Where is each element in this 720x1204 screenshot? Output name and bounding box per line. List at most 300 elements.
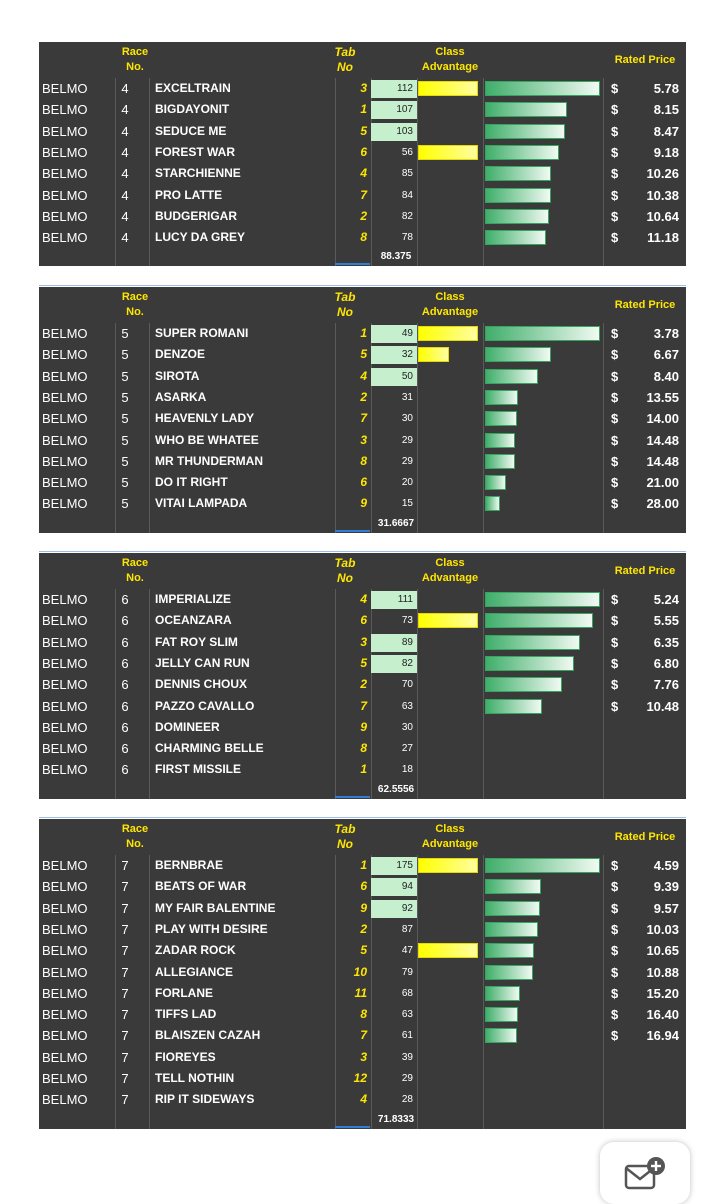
horse-name: FIOREYES	[155, 1049, 216, 1064]
horse-name: DO IT RIGHT	[155, 475, 228, 490]
header-class-label: Class	[435, 291, 465, 303]
average-rating: 31.6667	[377, 517, 415, 529]
rated-price-bar	[485, 145, 559, 160]
header-advantage-label: Advantage	[421, 838, 479, 850]
class-advantage-bar	[418, 326, 478, 341]
header-class-advantage	[415, 45, 485, 75]
rated-price-bar	[485, 922, 538, 937]
race-number: 5	[121, 326, 129, 341]
average-underline	[335, 263, 370, 265]
rated-price: 10.26	[646, 166, 679, 182]
venue: BELMO	[42, 187, 88, 203]
table-row	[39, 759, 686, 780]
rated-price-bar	[485, 656, 574, 671]
currency-symbol: $	[611, 166, 619, 182]
rated-price: 16.94	[646, 1028, 679, 1044]
tab-number: 1	[360, 326, 367, 340]
rating-value	[371, 163, 415, 184]
rating-value	[371, 1004, 415, 1025]
tab-number: 6	[360, 475, 367, 490]
table-row	[39, 962, 686, 983]
rating-value-text: 15	[401, 498, 413, 510]
rated-price: 13.55	[646, 389, 679, 405]
rating-value-text: 27	[401, 743, 413, 755]
race-section-3	[39, 553, 686, 799]
currency-symbol: $	[611, 208, 619, 224]
header-class-advantage	[415, 290, 485, 320]
rating-value	[371, 1089, 415, 1110]
horse-name: BLAISZEN CAZAH	[155, 1028, 261, 1043]
tab-number: 5	[360, 943, 367, 958]
table-row	[39, 78, 686, 99]
tab-number: 7	[360, 187, 367, 202]
race-number: 7	[121, 858, 129, 873]
rating-value	[371, 185, 415, 206]
table-row	[39, 589, 686, 610]
horse-name: STARCHIENNE	[155, 166, 241, 181]
horse-name: PLAY WITH DESIRE	[155, 921, 268, 936]
venue: BELMO	[42, 943, 88, 959]
race-number: 4	[121, 81, 129, 96]
tab-number: 12	[353, 1071, 367, 1085]
currency-symbol: $	[611, 613, 619, 629]
section-separator	[39, 817, 686, 818]
header-race-label: Race	[121, 823, 149, 835]
rating-value	[371, 408, 415, 429]
race-number: 6	[121, 634, 129, 650]
rated-price-bar	[485, 1028, 517, 1043]
header-race	[111, 290, 159, 320]
class-advantage-bar	[418, 858, 478, 873]
race-number: 5	[121, 389, 129, 405]
rating-value-text: 94	[401, 881, 413, 893]
rating-value-text: 107	[396, 104, 413, 116]
race-number: 6	[121, 677, 129, 693]
new-message-button[interactable]	[600, 1142, 690, 1204]
currency-symbol: $	[611, 943, 619, 959]
venue: BELMO	[42, 496, 88, 512]
tab-number: 3	[360, 81, 367, 95]
venue: BELMO	[42, 964, 88, 980]
header-class-advantage	[415, 822, 485, 852]
rating-value-text: 79	[401, 966, 413, 978]
horse-name: WHO BE WHATEE	[155, 432, 259, 447]
rated-price-bar	[485, 166, 551, 181]
race-number: 5	[121, 475, 129, 491]
venue: BELMO	[42, 1028, 88, 1044]
race-number: 5	[121, 368, 129, 384]
table-row	[39, 1004, 686, 1025]
class-advantage-bar	[418, 347, 449, 362]
rating-value-text: 68	[401, 987, 413, 999]
horse-name: BIGDAYONIT	[155, 102, 230, 117]
currency-symbol: $	[611, 102, 619, 118]
rating-value	[371, 610, 415, 631]
rating-value	[371, 898, 415, 919]
rating-value	[371, 430, 415, 451]
currency-symbol: $	[611, 900, 619, 916]
section-separator	[39, 285, 686, 286]
rating-value	[371, 121, 415, 142]
tab-number: 7	[360, 411, 367, 426]
horse-name: ALLEGIANCE	[155, 964, 233, 979]
tab-number: 10	[353, 964, 367, 979]
horse-name: FORLANE	[155, 985, 213, 1000]
table-row	[39, 430, 686, 451]
header-tab	[331, 822, 359, 852]
race-number: 7	[121, 985, 129, 1001]
currency-symbol: $	[611, 921, 619, 937]
rating-value	[371, 919, 415, 940]
rated-price-bar	[485, 411, 517, 426]
table-row	[39, 717, 686, 738]
table-row	[39, 653, 686, 674]
tab-number: 9	[360, 900, 367, 915]
venue: BELMO	[42, 879, 88, 895]
rating-value	[371, 738, 415, 759]
tab-number: 1	[360, 762, 367, 777]
rated-price-bar	[485, 209, 549, 224]
rated-price-bar	[485, 858, 600, 873]
venue: BELMO	[42, 144, 88, 160]
rating-value-text: 111	[397, 594, 413, 605]
currency-symbol: $	[611, 347, 619, 363]
rating-value-text: 20	[401, 477, 413, 489]
header-tabno-label: No	[337, 837, 353, 851]
header-rated-price: Rated Price	[614, 831, 676, 843]
tab-number: 4	[360, 592, 367, 606]
table-row	[39, 738, 686, 759]
table-row	[39, 227, 686, 248]
average-rating: 62.5556	[377, 783, 415, 795]
horse-name: DENZOE	[155, 347, 206, 362]
average-rating: 71.8333	[377, 1113, 415, 1125]
rated-price	[629, 759, 679, 780]
race-number: 5	[121, 347, 129, 363]
race-number: 6	[121, 719, 129, 735]
currency-symbol: $	[611, 123, 619, 139]
venue: BELMO	[42, 985, 88, 1001]
venue: BELMO	[42, 1092, 88, 1108]
header-class-label: Class	[435, 823, 465, 835]
tab-number: 8	[360, 453, 367, 468]
rating-value-text: 78	[401, 232, 413, 244]
header-tabno-label: No	[337, 305, 353, 319]
race-number: 7	[121, 1049, 129, 1065]
table-header	[39, 42, 686, 78]
horse-name: OCEANZARA	[155, 613, 232, 628]
rating-value	[371, 759, 415, 780]
rated-price: 14.00	[646, 411, 679, 427]
tab-number: 2	[360, 677, 367, 692]
tab-number: 8	[360, 1007, 367, 1022]
race-number: 7	[121, 1071, 129, 1086]
rating-value-text: 61	[401, 1030, 413, 1042]
rated-price-bar	[485, 901, 540, 916]
tab-number: 6	[360, 613, 367, 628]
horse-name: VITAI LAMPADA	[155, 496, 248, 511]
table-row	[39, 898, 686, 919]
header-advantage-label: Advantage	[421, 572, 479, 584]
race-section-2	[39, 287, 686, 533]
header-tab	[331, 556, 359, 586]
rating-value-text: 84	[401, 189, 413, 201]
venue: BELMO	[42, 208, 88, 224]
rated-price-bar	[485, 986, 520, 1001]
horse-name: FIRST MISSILE	[155, 762, 242, 777]
race-number: 6	[121, 592, 129, 607]
rating-value	[371, 99, 415, 120]
race-number: 7	[121, 1028, 129, 1044]
currency-symbol: $	[611, 1007, 619, 1023]
tab-number: 8	[360, 741, 367, 756]
currency-symbol: $	[611, 655, 619, 671]
race-number: 4	[121, 102, 129, 118]
horse-name: DENNIS CHOUX	[155, 677, 248, 692]
tab-number: 3	[360, 432, 367, 447]
tab-number: 4	[360, 166, 367, 181]
rating-value-text: 29	[401, 455, 413, 467]
tab-number: 1	[360, 858, 367, 872]
venue: BELMO	[42, 762, 88, 778]
horse-name: SUPER ROMANI	[155, 326, 249, 340]
rating-value	[371, 674, 415, 695]
rated-price: 16.40	[646, 1007, 679, 1023]
currency-symbol: $	[611, 698, 619, 714]
rated-price: 21.00	[646, 475, 679, 491]
tab-number: 5	[360, 123, 367, 138]
rating-value-text: 47	[401, 945, 413, 957]
table-header	[39, 819, 686, 855]
race-number: 7	[121, 900, 129, 916]
rating-value-text: 18	[401, 764, 413, 776]
venue: BELMO	[42, 1071, 88, 1086]
table-row	[39, 1089, 686, 1110]
horse-name: JELLY CAN RUN	[155, 655, 250, 670]
race-number: 7	[121, 921, 129, 937]
rating-value	[371, 227, 415, 248]
section-separator	[39, 551, 686, 552]
horse-name: EXCELTRAIN	[155, 81, 231, 95]
tab-number: 7	[360, 1028, 367, 1043]
rated-price-bar	[485, 124, 565, 139]
rated-price: 11.18	[647, 230, 679, 246]
rating-value-text: 73	[401, 615, 413, 627]
tab-number: 2	[360, 389, 367, 404]
race-number: 4	[121, 187, 129, 203]
race-number: 7	[121, 1007, 129, 1023]
tab-number: 2	[360, 921, 367, 936]
currency-symbol: $	[611, 592, 619, 607]
rating-value	[371, 142, 415, 163]
rated-price-bar	[485, 496, 500, 511]
tab-number: 4	[360, 1092, 367, 1107]
rating-value-text: 92	[401, 902, 413, 914]
rated-price-bar	[485, 230, 546, 245]
table-row	[39, 1047, 686, 1068]
header-class-advantage	[415, 556, 485, 586]
horse-name: LUCY DA GREY	[155, 230, 246, 245]
rated-price-bar	[485, 699, 542, 714]
header-tab-label: Tab	[334, 556, 356, 570]
tab-number: 9	[360, 496, 367, 511]
rated-price-bar	[485, 369, 538, 384]
header-race	[111, 556, 159, 586]
rated-price-bar	[485, 1007, 518, 1022]
tab-number: 2	[360, 208, 367, 223]
rating-value	[371, 472, 415, 493]
rating-value	[371, 323, 415, 344]
rated-price: 10.48	[646, 698, 679, 714]
header-tabno-label: No	[337, 571, 353, 585]
rated-price: 15.20	[646, 985, 679, 1001]
venue: BELMO	[42, 475, 88, 491]
venue: BELMO	[42, 921, 88, 937]
table-row	[39, 1068, 686, 1089]
rated-price-bar	[485, 613, 593, 628]
rating-value-text: 30	[401, 413, 413, 425]
mail-add-icon	[622, 1152, 672, 1196]
race-number: 5	[121, 411, 129, 427]
rating-value	[371, 717, 415, 738]
currency-symbol: $	[611, 1028, 619, 1044]
tab-number: 6	[360, 879, 367, 894]
currency-symbol: $	[611, 634, 619, 650]
rating-value	[371, 876, 415, 897]
rated-price	[629, 1068, 679, 1089]
header-tab-label: Tab	[334, 822, 356, 836]
horse-name: ZADAR ROCK	[155, 943, 236, 958]
race-number: 7	[121, 964, 129, 980]
rating-value	[371, 983, 415, 1004]
rated-price: 5.78	[653, 81, 679, 96]
horse-name: DOMINEER	[155, 719, 220, 734]
currency-symbol: $	[611, 985, 619, 1001]
venue: BELMO	[42, 81, 88, 96]
rated-price-bar	[485, 965, 533, 980]
rating-value	[371, 589, 415, 610]
class-advantage-bar	[418, 81, 478, 96]
currency-symbol: $	[611, 230, 619, 246]
tab-number: 8	[360, 230, 367, 245]
rated-price: 7.76	[653, 677, 679, 693]
rating-value-text: 82	[401, 657, 413, 669]
race-number: 5	[121, 432, 129, 448]
table-row	[39, 451, 686, 472]
rated-price: 8.40	[653, 368, 679, 384]
rated-price: 6.67	[653, 347, 679, 363]
rated-price-bar	[485, 879, 541, 894]
rating-value-text: 103	[396, 125, 413, 137]
header-race	[111, 822, 159, 852]
table-header	[39, 553, 686, 589]
rated-price: 10.65	[646, 943, 679, 959]
table-row	[39, 493, 686, 514]
header-advantage-label: Advantage	[421, 61, 479, 73]
race-number: 5	[121, 453, 129, 469]
table-row	[39, 919, 686, 940]
header-class-label: Class	[435, 557, 465, 569]
horse-name: CHARMING BELLE	[155, 741, 264, 756]
venue: BELMO	[42, 613, 88, 629]
horse-name: MY FAIR BALENTINE	[155, 900, 276, 915]
rating-value-text: 63	[401, 700, 413, 712]
venue: BELMO	[42, 1049, 88, 1065]
race-number: 4	[121, 166, 129, 182]
race-number: 6	[121, 741, 129, 757]
race-number: 4	[121, 230, 129, 246]
table-row	[39, 163, 686, 184]
header-no-label: No.	[126, 61, 144, 73]
race-number: 4	[121, 208, 129, 224]
rated-price: 8.47	[653, 123, 679, 139]
venue: BELMO	[42, 592, 88, 607]
table-row	[39, 408, 686, 429]
header-race-label: Race	[121, 291, 149, 303]
table-row	[39, 121, 686, 142]
table-row	[39, 632, 686, 653]
horse-name: SIROTA	[155, 368, 200, 383]
tab-number: 9	[360, 719, 367, 734]
table-row	[39, 387, 686, 408]
rating-value	[371, 1047, 415, 1068]
venue: BELMO	[42, 634, 88, 650]
rated-price: 28.00	[646, 496, 679, 512]
header-race	[111, 45, 159, 75]
venue: BELMO	[42, 389, 88, 405]
table-row	[39, 366, 686, 387]
average-underline	[335, 796, 370, 798]
tab-number: 4	[360, 368, 367, 383]
rated-price: 6.80	[653, 655, 679, 671]
race-number: 6	[121, 698, 129, 714]
race-number: 5	[121, 496, 129, 512]
venue: BELMO	[42, 858, 88, 873]
venue: BELMO	[42, 741, 88, 757]
rated-price	[629, 738, 679, 759]
rating-value-text: 39	[401, 1051, 413, 1063]
table-row	[39, 472, 686, 493]
rated-price	[629, 1047, 679, 1068]
table-row	[39, 99, 686, 120]
currency-symbol: $	[611, 432, 619, 448]
race-number: 4	[121, 144, 129, 160]
venue: BELMO	[42, 1007, 88, 1023]
horse-name: BUDGERIGAR	[155, 208, 238, 223]
venue: BELMO	[42, 102, 88, 118]
horse-name: SEDUCE ME	[155, 123, 227, 138]
horse-name: ASARKA	[155, 389, 207, 404]
horse-name: PAZZO CAVALLO	[155, 698, 255, 713]
venue: BELMO	[42, 719, 88, 735]
table-row	[39, 983, 686, 1004]
table-row	[39, 696, 686, 717]
venue: BELMO	[42, 655, 88, 671]
rating-value-text: 56	[401, 146, 413, 158]
rating-value-text: 112	[397, 83, 413, 94]
rating-value	[371, 366, 415, 387]
header-no-label: No.	[126, 306, 144, 318]
header-rated-price: Rated Price	[614, 54, 676, 66]
class-advantage-bar	[418, 613, 478, 628]
rated-price-bar	[485, 347, 551, 362]
rating-value-text: 30	[401, 721, 413, 733]
average-underline	[335, 1126, 370, 1128]
currency-symbol: $	[611, 496, 619, 512]
rating-value-text: 29	[401, 434, 413, 446]
rating-value-text: 63	[401, 1009, 413, 1021]
currency-symbol: $	[611, 964, 619, 980]
